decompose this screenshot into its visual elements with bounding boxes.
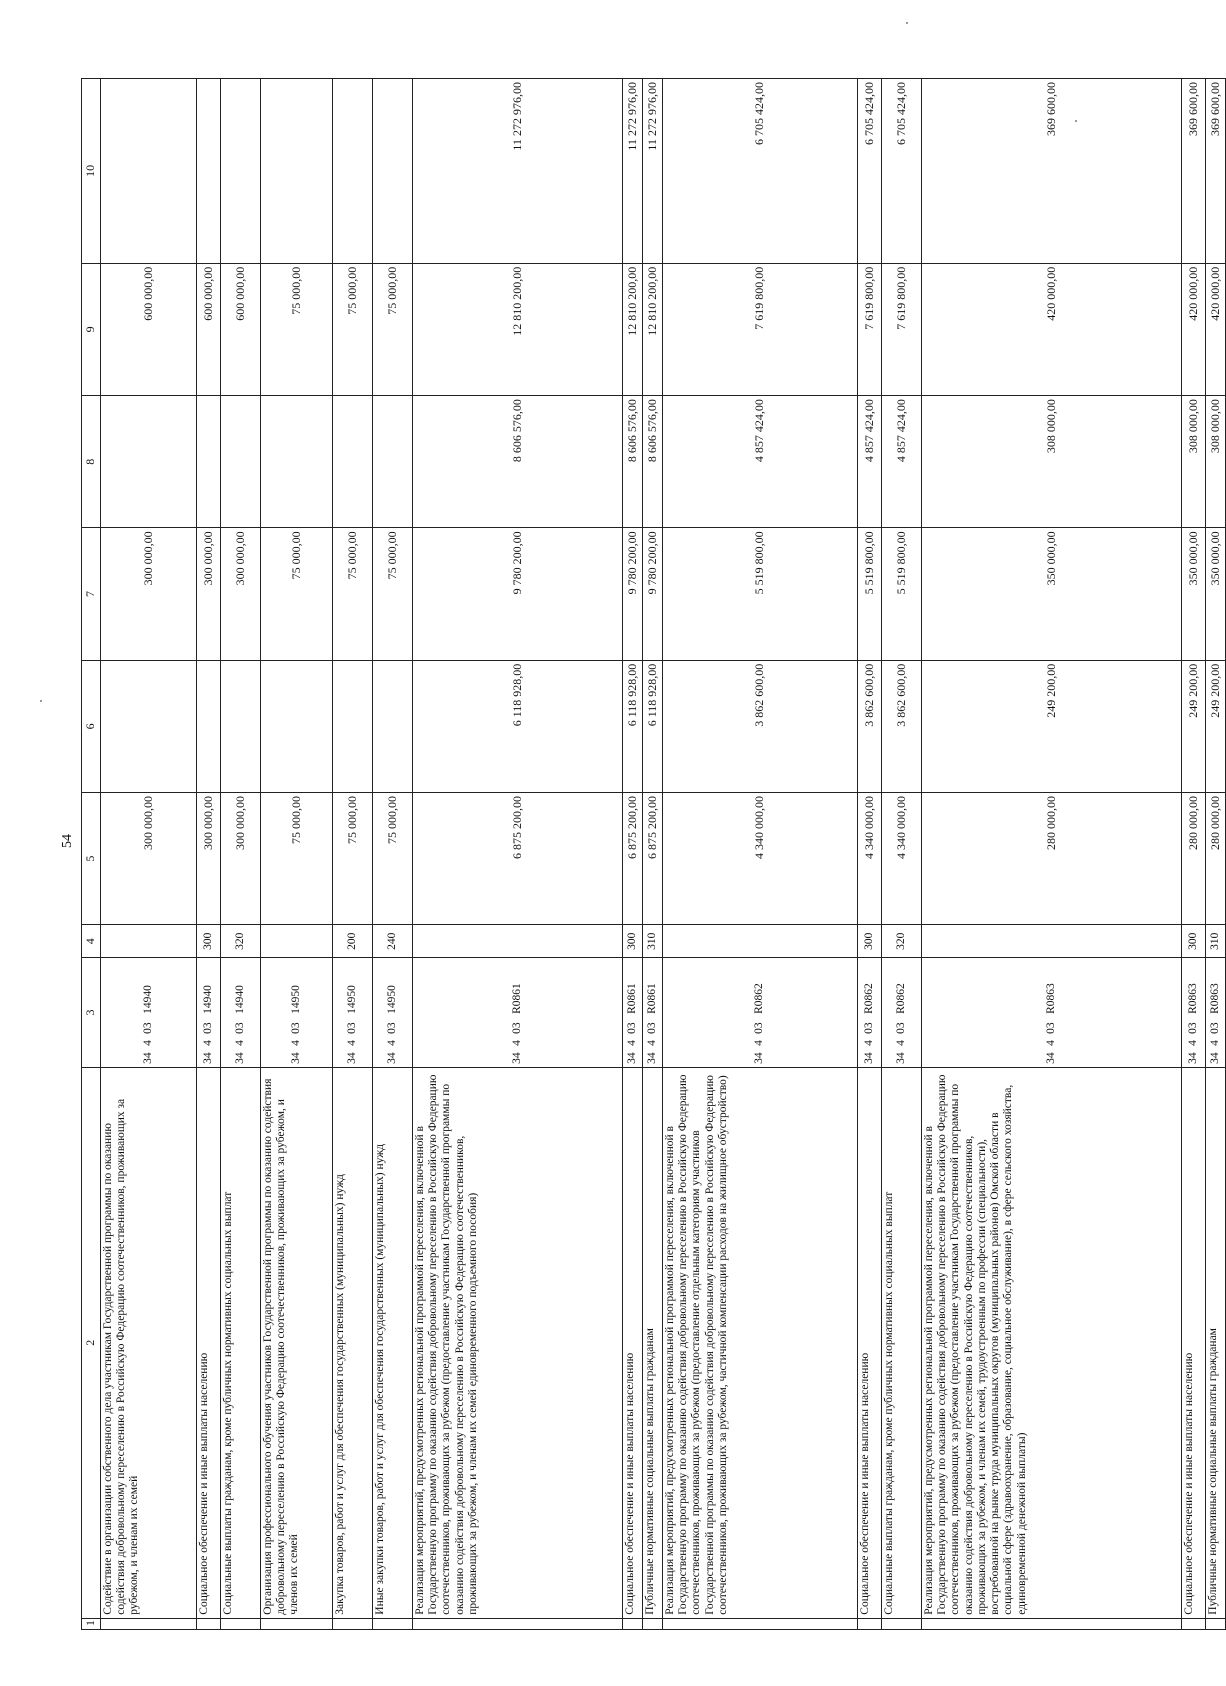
code-part: 4 bbox=[645, 1040, 658, 1046]
row-amount: 7 619 800,00 bbox=[663, 263, 858, 395]
code-part: 4 bbox=[1044, 1040, 1057, 1046]
code-part: 4 bbox=[385, 1040, 398, 1046]
row-index-cell bbox=[663, 1618, 858, 1629]
table-row bbox=[221, 79, 261, 1630]
row-description: Социальное обеспечение и иные выплаты населению bbox=[623, 1067, 643, 1618]
row-code-cell bbox=[261, 958, 333, 1068]
row-amount: 350 000,00 bbox=[922, 528, 1182, 660]
code-part: 03 bbox=[625, 1022, 638, 1034]
code-part: 34 bbox=[862, 1052, 875, 1064]
row-expense-type bbox=[413, 925, 623, 958]
table-row bbox=[922, 79, 1182, 1630]
code-part: 14950 bbox=[345, 985, 358, 1014]
code-part: 03 bbox=[345, 1022, 358, 1034]
row-amount bbox=[221, 660, 261, 792]
row-amount: 75 000,00 bbox=[373, 263, 413, 395]
code-part: 03 bbox=[1208, 1022, 1221, 1034]
row-amount: 350 000,00 bbox=[1206, 528, 1226, 660]
row-description: Организация профессионального обучения участников Государственной программы по оказанию содействия добровольному переселению в Российскую Федерацию соотечественников, проживающих за рубежом, и членов их семей bbox=[261, 1067, 333, 1618]
code-part: 4 bbox=[510, 1040, 523, 1046]
row-index-cell bbox=[197, 1618, 221, 1629]
row-code-cell bbox=[197, 958, 221, 1068]
row-code-cell bbox=[101, 958, 197, 1068]
row-amount bbox=[101, 396, 197, 528]
code-part: R0863 bbox=[1186, 983, 1199, 1014]
row-amount: 75 000,00 bbox=[373, 793, 413, 925]
code-part: 03 bbox=[894, 1022, 907, 1034]
code-part: R0861 bbox=[645, 983, 658, 1014]
row-code-cell bbox=[858, 958, 882, 1068]
row-code-cell bbox=[623, 958, 643, 1068]
row-description: Реализация мероприятий, предусмотренных региональной программой переселения, включенной в Государственную программу по оказанию содействия добровольному переселению в Российскую Федерацию соотечественников, проживающих за рубежом (предоставление участникам Государственной программы по оказанию содействия добровольному переселению в Российскую Федерацию соотечественников, проживающих за рубежом, и членам их семей единовременного подъемного пособия) bbox=[413, 1067, 623, 1618]
row-description: Реализация мероприятий, предусмотренных региональной программой переселения, включенной в Государственную программу по оказанию содействия добровольному переселению в Российскую Федерацию соотечественников, проживающих за рубежом (предоставление отдельным категориям участников Государственной программы по оказанию содействия добровольному переселению в Российскую Федерацию соотечественников, проживающих за рубежом, частичной компенсации расходов на жилищное обустройство) bbox=[663, 1067, 858, 1618]
row-amount: 308 000,00 bbox=[922, 396, 1182, 528]
row-amount: 600 000,00 bbox=[101, 263, 197, 395]
code-part: 34 bbox=[753, 1052, 766, 1064]
code-part: R0862 bbox=[753, 983, 766, 1014]
row-amount: 369 600,00 bbox=[1182, 79, 1206, 264]
header-cell: 4 bbox=[82, 925, 101, 958]
scan-speck bbox=[1075, 120, 1077, 122]
header-cell: 8 bbox=[82, 396, 101, 528]
header-cell: 7 bbox=[82, 528, 101, 660]
table-row bbox=[882, 79, 922, 1630]
row-amount: 4 340 000,00 bbox=[858, 793, 882, 925]
row-amount: 8 606 576,00 bbox=[413, 396, 623, 528]
code-part: 14940 bbox=[233, 985, 246, 1014]
row-amount: 75 000,00 bbox=[333, 528, 373, 660]
row-amount: 8 606 576,00 bbox=[623, 396, 643, 528]
row-amount: 280 000,00 bbox=[1182, 793, 1206, 925]
row-amount bbox=[197, 396, 221, 528]
row-amount bbox=[373, 79, 413, 264]
code-part: 4 bbox=[1186, 1040, 1199, 1046]
row-description: Публичные нормативные социальные выплаты гражданам bbox=[643, 1067, 663, 1618]
row-expense-type: 300 bbox=[623, 925, 643, 958]
table-row bbox=[373, 79, 413, 1630]
row-index-cell bbox=[413, 1618, 623, 1629]
table-row bbox=[643, 79, 663, 1630]
code-part: 03 bbox=[1044, 1022, 1057, 1034]
code-part: 4 bbox=[201, 1040, 214, 1046]
row-amount: 12 810 200,00 bbox=[643, 263, 663, 395]
row-description: Социальное обеспечение и иные выплаты населению bbox=[858, 1067, 882, 1618]
code-part: 03 bbox=[233, 1022, 246, 1034]
code-part: 4 bbox=[345, 1040, 358, 1046]
row-amount bbox=[333, 396, 373, 528]
row-code-cell bbox=[663, 958, 858, 1068]
row-amount: 4 857 424,00 bbox=[663, 396, 858, 528]
row-amount: 249 200,00 bbox=[922, 660, 1182, 792]
row-amount bbox=[333, 660, 373, 792]
row-amount: 350 000,00 bbox=[1182, 528, 1206, 660]
row-description: Содействие в организации собственного дела участникам Государственной программы по оказанию содействия добровольному переселению в Российскую Федерацию соотечественников, проживающих за рубежом, и членам их семей bbox=[101, 1067, 197, 1618]
row-amount: 3 862 600,00 bbox=[882, 660, 922, 792]
code-part: 03 bbox=[201, 1022, 214, 1034]
row-amount: 75 000,00 bbox=[333, 263, 373, 395]
row-amount: 12 810 200,00 bbox=[623, 263, 643, 395]
table-row bbox=[663, 79, 858, 1630]
code-part: R0863 bbox=[1208, 983, 1221, 1014]
row-index-cell bbox=[643, 1618, 663, 1629]
table-body bbox=[101, 79, 1226, 1630]
row-amount: 4 857 424,00 bbox=[882, 396, 922, 528]
code-part: 03 bbox=[862, 1022, 875, 1034]
row-amount: 6 705 424,00 bbox=[858, 79, 882, 264]
header-cell: 3 bbox=[82, 958, 101, 1068]
code-part: 34 bbox=[510, 1052, 523, 1064]
row-code-cell bbox=[373, 958, 413, 1068]
row-description: Иные закупки товаров, работ и услуг для обеспечения государственных (муниципальных) нужд bbox=[373, 1067, 413, 1618]
scan-speck bbox=[906, 22, 908, 24]
row-amount: 75 000,00 bbox=[333, 793, 373, 925]
row-amount: 5 519 800,00 bbox=[882, 528, 922, 660]
header-cell: 6 bbox=[82, 660, 101, 792]
row-index-cell bbox=[101, 1618, 197, 1629]
code-part: 4 bbox=[625, 1040, 638, 1046]
row-description: Реализация мероприятий, предусмотренных региональной программой переселения, включенной в Государственную программу по оказанию содействия добровольному переселению в Российскую Федерацию соотечественников, проживающих за рубежом (предоставление участникам Государственной программы по оказанию содействия добровольному переселению в Российскую Федерацию соотечественников, проживающих за рубежом, и членам их семей, трудоустроенным по профессии (специальности), востребованной на рынке труда муниципальных округов (муниципальных районов) Омской области в социальной сфере (здравоохранение, образование, социальное обслуживание), в сфере сельского хозяйства, единовременной денежной выплаты) bbox=[922, 1067, 1182, 1618]
code-part: 14950 bbox=[385, 985, 398, 1014]
row-expense-type: 320 bbox=[882, 925, 922, 958]
row-amount: 7 619 800,00 bbox=[858, 263, 882, 395]
row-code-cell bbox=[333, 958, 373, 1068]
header-cell: 5 bbox=[82, 793, 101, 925]
row-expense-type bbox=[101, 925, 197, 958]
row-code-cell bbox=[221, 958, 261, 1068]
code-part: 34 bbox=[645, 1052, 658, 1064]
row-amount: 308 000,00 bbox=[1206, 396, 1226, 528]
code-part: 14940 bbox=[141, 985, 154, 1014]
row-amount bbox=[261, 396, 333, 528]
table-row bbox=[858, 79, 882, 1630]
row-amount: 6 875 200,00 bbox=[413, 793, 623, 925]
header-cell: 10 bbox=[82, 79, 101, 264]
row-amount: 420 000,00 bbox=[922, 263, 1182, 395]
row-expense-type: 300 bbox=[197, 925, 221, 958]
row-index-cell bbox=[1182, 1618, 1206, 1629]
row-expense-type: 310 bbox=[643, 925, 663, 958]
row-expense-type bbox=[922, 925, 1182, 958]
row-amount: 9 780 200,00 bbox=[643, 528, 663, 660]
code-part: 34 bbox=[1186, 1052, 1199, 1064]
row-amount: 4 340 000,00 bbox=[663, 793, 858, 925]
page-number: 54 bbox=[60, 834, 75, 848]
row-description: Социальные выплаты гражданам, кроме публичных нормативных социальных выплат bbox=[221, 1067, 261, 1618]
row-amount: 369 600,00 bbox=[922, 79, 1182, 264]
row-amount: 75 000,00 bbox=[261, 528, 333, 660]
row-code-cell bbox=[643, 958, 663, 1068]
row-expense-type: 240 bbox=[373, 925, 413, 958]
row-amount: 75 000,00 bbox=[261, 263, 333, 395]
row-expense-type: 300 bbox=[858, 925, 882, 958]
code-part: 03 bbox=[753, 1022, 766, 1034]
code-part: 4 bbox=[1208, 1040, 1221, 1046]
row-amount bbox=[221, 396, 261, 528]
code-part: 34 bbox=[141, 1052, 154, 1064]
code-part: 4 bbox=[862, 1040, 875, 1046]
row-amount: 5 519 800,00 bbox=[858, 528, 882, 660]
row-amount: 249 200,00 bbox=[1182, 660, 1206, 792]
row-index-cell bbox=[882, 1618, 922, 1629]
row-amount: 6 705 424,00 bbox=[882, 79, 922, 264]
row-code-cell bbox=[1182, 958, 1206, 1068]
code-part: 34 bbox=[289, 1052, 302, 1064]
code-part: 4 bbox=[233, 1040, 246, 1046]
row-index-cell bbox=[1206, 1618, 1226, 1629]
row-amount bbox=[197, 79, 221, 264]
row-amount: 369 600,00 bbox=[1206, 79, 1226, 264]
header-cell: 2 bbox=[82, 1067, 101, 1618]
table-row bbox=[1206, 79, 1226, 1630]
row-amount: 5 519 800,00 bbox=[663, 528, 858, 660]
row-amount: 75 000,00 bbox=[373, 528, 413, 660]
row-index-cell bbox=[858, 1618, 882, 1629]
header-row bbox=[82, 79, 101, 1630]
row-description: Социальное обеспечение и иные выплаты населению bbox=[197, 1067, 221, 1618]
row-amount: 3 862 600,00 bbox=[858, 660, 882, 792]
table-row bbox=[197, 79, 221, 1630]
row-amount: 600 000,00 bbox=[197, 263, 221, 395]
code-part: 03 bbox=[1186, 1022, 1199, 1034]
row-amount: 8 606 576,00 bbox=[643, 396, 663, 528]
row-amount: 11 272 976,00 bbox=[623, 79, 643, 264]
row-description: Закупка товаров, работ и услуг для обеспечения государственных (муниципальных) нужд bbox=[333, 1067, 373, 1618]
row-code-cell bbox=[882, 958, 922, 1068]
row-code-cell bbox=[1206, 958, 1226, 1068]
row-amount bbox=[197, 660, 221, 792]
code-part: 34 bbox=[345, 1052, 358, 1064]
row-index-cell bbox=[333, 1618, 373, 1629]
row-amount: 300 000,00 bbox=[221, 793, 261, 925]
row-amount bbox=[101, 660, 197, 792]
row-amount: 600 000,00 bbox=[221, 263, 261, 395]
code-part: 03 bbox=[289, 1022, 302, 1034]
table-row bbox=[1182, 79, 1206, 1630]
row-amount bbox=[261, 79, 333, 264]
row-amount: 6 118 928,00 bbox=[643, 660, 663, 792]
code-part: 03 bbox=[645, 1022, 658, 1034]
row-amount bbox=[221, 79, 261, 264]
code-part: 03 bbox=[385, 1022, 398, 1034]
row-code-cell bbox=[922, 958, 1182, 1068]
scan-speck bbox=[40, 700, 42, 702]
code-part: 4 bbox=[894, 1040, 907, 1046]
row-description: Социальное обеспечение и иные выплаты населению bbox=[1182, 1067, 1206, 1618]
row-amount: 249 200,00 bbox=[1206, 660, 1226, 792]
row-expense-type bbox=[663, 925, 858, 958]
rotated-page bbox=[81, 78, 1222, 1630]
row-index-cell bbox=[373, 1618, 413, 1629]
row-expense-type: 200 bbox=[333, 925, 373, 958]
row-amount: 7 619 800,00 bbox=[882, 263, 922, 395]
table-row bbox=[623, 79, 643, 1630]
header-cell: 1 bbox=[82, 1618, 101, 1629]
row-amount: 4 857 424,00 bbox=[858, 396, 882, 528]
code-part: R0861 bbox=[510, 983, 523, 1014]
row-amount: 420 000,00 bbox=[1182, 263, 1206, 395]
code-part: 14940 bbox=[201, 985, 214, 1014]
row-amount: 9 780 200,00 bbox=[413, 528, 623, 660]
row-amount: 420 000,00 bbox=[1206, 263, 1226, 395]
row-code-cell bbox=[413, 958, 623, 1068]
code-part: 14950 bbox=[289, 985, 302, 1014]
row-amount: 11 272 976,00 bbox=[643, 79, 663, 264]
table-row bbox=[261, 79, 333, 1630]
row-index-cell bbox=[221, 1618, 261, 1629]
row-amount: 75 000,00 bbox=[261, 793, 333, 925]
row-amount: 308 000,00 bbox=[1182, 396, 1206, 528]
row-amount: 6 118 928,00 bbox=[623, 660, 643, 792]
row-amount bbox=[261, 660, 333, 792]
row-expense-type: 310 bbox=[1206, 925, 1226, 958]
table-row bbox=[413, 79, 623, 1630]
row-amount: 300 000,00 bbox=[101, 793, 197, 925]
code-part: 34 bbox=[385, 1052, 398, 1064]
row-amount: 6 118 928,00 bbox=[413, 660, 623, 792]
row-index-cell bbox=[623, 1618, 643, 1629]
row-amount: 280 000,00 bbox=[1206, 793, 1226, 925]
row-amount bbox=[333, 79, 373, 264]
row-amount: 3 862 600,00 bbox=[663, 660, 858, 792]
row-amount: 300 000,00 bbox=[197, 793, 221, 925]
row-amount: 4 340 000,00 bbox=[882, 793, 922, 925]
code-part: R0861 bbox=[625, 983, 638, 1014]
row-amount: 300 000,00 bbox=[197, 528, 221, 660]
row-amount bbox=[373, 660, 413, 792]
code-part: 03 bbox=[510, 1022, 523, 1034]
code-part: 4 bbox=[753, 1040, 766, 1046]
row-expense-type: 320 bbox=[221, 925, 261, 958]
code-part: 34 bbox=[233, 1052, 246, 1064]
code-part: 03 bbox=[141, 1022, 154, 1034]
row-amount: 300 000,00 bbox=[221, 528, 261, 660]
code-part: 34 bbox=[201, 1052, 214, 1064]
row-amount: 9 780 200,00 bbox=[623, 528, 643, 660]
row-index-cell bbox=[261, 1618, 333, 1629]
code-part: 4 bbox=[289, 1040, 302, 1046]
budget-table bbox=[81, 78, 1226, 1630]
row-amount: 6 705 424,00 bbox=[663, 79, 858, 264]
row-description: Социальные выплаты гражданам, кроме публичных нормативных социальных выплат bbox=[882, 1067, 922, 1618]
code-part: R0862 bbox=[862, 983, 875, 1014]
code-part: 34 bbox=[625, 1052, 638, 1064]
table-row bbox=[333, 79, 373, 1630]
code-part: 34 bbox=[1208, 1052, 1221, 1064]
table-row bbox=[101, 79, 197, 1630]
code-part: 34 bbox=[894, 1052, 907, 1064]
row-amount bbox=[101, 79, 197, 264]
row-amount: 6 875 200,00 bbox=[623, 793, 643, 925]
row-amount: 6 875 200,00 bbox=[643, 793, 663, 925]
code-part: 34 bbox=[1044, 1052, 1057, 1064]
row-description: Публичные нормативные социальные выплаты гражданам bbox=[1206, 1067, 1226, 1618]
header-cell: 9 bbox=[82, 263, 101, 395]
row-expense-type: 300 bbox=[1182, 925, 1206, 958]
row-amount: 11 272 976,00 bbox=[413, 79, 623, 264]
code-part: 4 bbox=[141, 1040, 154, 1046]
row-expense-type bbox=[261, 925, 333, 958]
code-part: R0862 bbox=[894, 983, 907, 1014]
row-amount: 300 000,00 bbox=[101, 528, 197, 660]
row-amount: 12 810 200,00 bbox=[413, 263, 623, 395]
code-part: R0863 bbox=[1044, 983, 1057, 1014]
row-index-cell bbox=[922, 1618, 1182, 1629]
row-amount: 280 000,00 bbox=[922, 793, 1182, 925]
row-amount bbox=[373, 396, 413, 528]
